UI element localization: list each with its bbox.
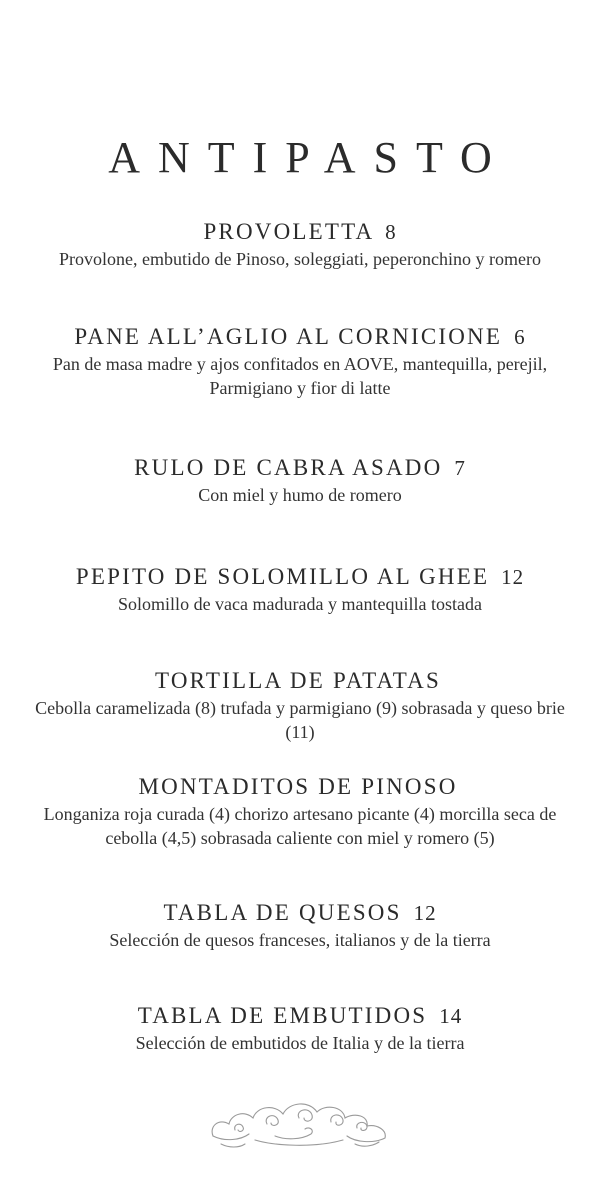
menu-item-tabla-quesos <box>20 898 580 952</box>
menu-title: ANTIPASTO <box>108 133 510 182</box>
menu-item-tortilla <box>20 666 580 744</box>
item-name: TABLA DE EMBUTIDOS <box>137 1003 428 1028</box>
cloud-swirl-ornament-icon <box>205 1096 395 1152</box>
menu-item-pane-aglio <box>10 322 590 400</box>
menu-item-montaditos <box>10 772 590 850</box>
item-price: 6 <box>514 325 526 349</box>
item-description: Solomillo de vaca madurada y mantequilla tostada <box>118 594 482 614</box>
item-description: Cebolla caramelizada (8) trufada y parmigiano (9) sobrasada y queso brie (11) <box>35 698 565 742</box>
item-name: MONTADITOS DE PINOSO <box>138 774 458 799</box>
item-name: PANE ALL’AGLIO AL CORNICIONE <box>74 324 503 349</box>
menu-item-tabla-embutidos <box>20 1001 580 1055</box>
item-description: Provolone, embutido de Pinoso, soleggiati, peperonchino y romero <box>59 249 541 269</box>
item-price: 12 <box>501 565 525 589</box>
item-price: 7 <box>454 456 466 480</box>
item-description: Selección de embutidos de Italia y de la tierra <box>135 1033 465 1053</box>
item-name: TABLA DE QUESOS <box>163 900 402 925</box>
item-description: Longaniza roja curada (4) chorizo artesano picante (4) morcilla seca de cebolla (4,5) sobrasada caliente con miel y romero (5) <box>43 804 557 848</box>
item-price: 8 <box>385 220 397 244</box>
item-name: PROVOLETTA <box>203 219 374 244</box>
menu-item-rulo-cabra <box>20 453 580 507</box>
item-name: TORTILLA DE PATATAS <box>155 668 441 693</box>
item-description: Con miel y humo de romero <box>198 485 402 505</box>
item-name: RULO DE CABRA ASADO <box>134 455 443 480</box>
item-price: 12 <box>413 901 437 925</box>
item-price: 14 <box>439 1004 463 1028</box>
item-description: Pan de masa madre y ajos confitados en AOVE, mantequilla, perejil, Parmigiano y fior di latte <box>52 354 548 398</box>
menu-item-pepito <box>20 562 580 616</box>
menu-item-provoletta <box>20 217 580 271</box>
item-description: Selección de quesos franceses, italianos y de la tierra <box>109 930 491 950</box>
item-name: PEPITO DE SOLOMILLO AL GHEE <box>75 564 490 589</box>
